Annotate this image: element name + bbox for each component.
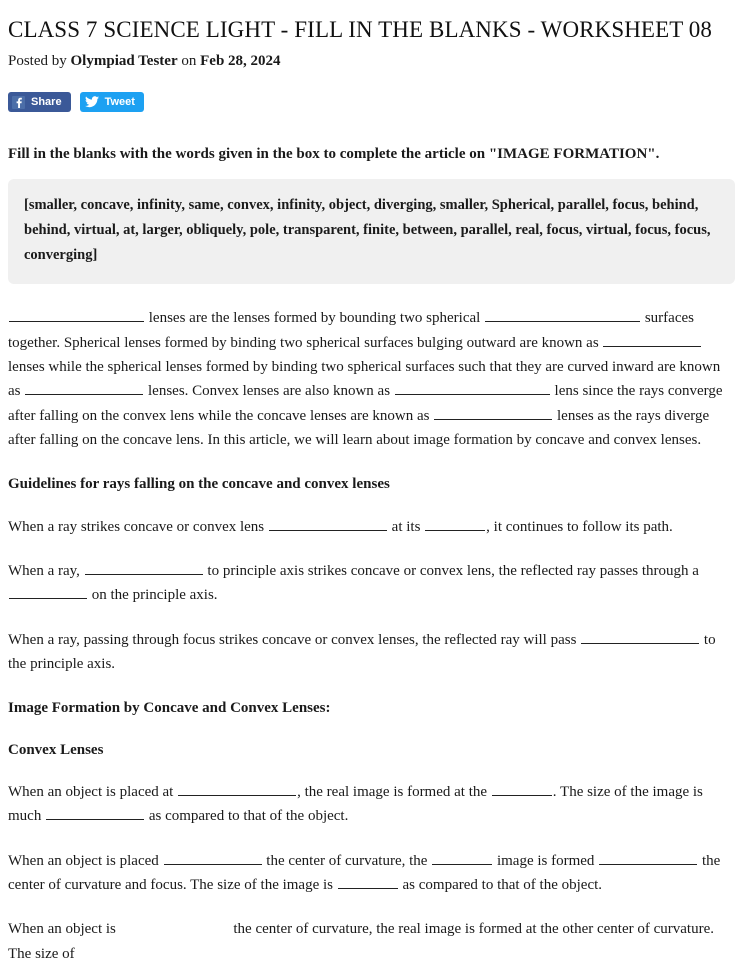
guidelines-heading: Guidelines for rays falling on the concave and convex lenses xyxy=(8,476,390,493)
blank-field[interactable] xyxy=(178,781,296,796)
guideline-rule-3 xyxy=(8,628,733,677)
blank-field[interactable] xyxy=(9,307,144,322)
twitter-bird-icon xyxy=(85,96,99,109)
convex-case-3 xyxy=(8,917,733,966)
intro-text-5: lens since the rays converge after falling on the convex lens while the concave lenses are known as xyxy=(8,383,723,424)
blank-field[interactable] xyxy=(46,805,144,820)
blank-field[interactable] xyxy=(581,628,699,643)
facebook-f-icon xyxy=(12,96,25,109)
twitter-tweet-label: Tweet xyxy=(104,95,135,108)
page-title: CLASS 7 SCIENCE LIGHT - FILL IN THE BLANKS - WORKSHEET 08 xyxy=(8,17,713,42)
instruction-text: Fill in the blanks with the words given in the box to complete the article on "IMAGE FORMATION". xyxy=(8,146,660,163)
intro-text-3: lenses while the spherical lenses formed by binding two spherical surfaces such that they are curved inward are known as xyxy=(8,359,721,400)
convex-case-2 xyxy=(8,849,733,898)
worksheet-page xyxy=(0,17,741,966)
blank-field[interactable] xyxy=(432,850,492,865)
case1-text-1: When an object is placed at xyxy=(8,784,178,801)
case1-text-4: as compared to that of the object. xyxy=(145,808,349,825)
byline-connector: on xyxy=(181,53,197,70)
rule2-text-1: When a ray, xyxy=(8,563,84,579)
case2-text-2: the center of curvature, the xyxy=(262,852,432,869)
intro-text-6: lenses as the rays diverge after falling on the concave lens. In this article, we will learn about image formation by concave and convex lenses. xyxy=(8,407,710,448)
byline-date: Feb 28, 2024 xyxy=(200,53,281,70)
case2-text-1: When an object is placed xyxy=(8,852,163,869)
word-bank-text: [smaller, concave, infinity, same, convex, infinity, object, diverging, smaller, Spherical, parallel, focus, behind, behind, virtual, at, larger, obliquely, pole, transparent, finite, between, parallel, real, focus, virtual, focus, focus, converging] xyxy=(24,197,711,264)
blank-field[interactable] xyxy=(338,874,398,889)
blank-field[interactable] xyxy=(434,404,552,419)
intro-text-1: lenses are the lenses formed by bounding two spherical xyxy=(145,310,485,327)
blank-field[interactable] xyxy=(485,307,640,322)
rule3-text-1: When a ray, passing through focus strikes concave or convex lenses, the reflected ray will pass xyxy=(8,631,581,648)
case1-text-2: , the real image is formed at the xyxy=(297,784,491,801)
case2-text-5: as compared to that of the object. xyxy=(398,877,603,894)
rule2-text-3: on the principle axis. xyxy=(88,587,218,604)
blank-field[interactable] xyxy=(269,515,387,530)
convex-lenses-heading: Convex Lenses xyxy=(8,741,104,758)
guideline-rule-1 xyxy=(8,515,733,539)
twitter-tweet-button[interactable] xyxy=(80,92,144,112)
blank-field[interactable] xyxy=(603,331,701,346)
rule2-text-2: to principle axis strikes concave or convex lens, the reflected ray passes through a xyxy=(203,563,699,579)
case3-text-1: When an object is xyxy=(8,921,120,938)
rule1-text-3: , it continues to follow its path. xyxy=(486,518,673,535)
intro-paragraph xyxy=(8,306,733,452)
word-bank-box xyxy=(8,179,735,284)
blank-field[interactable] xyxy=(425,515,485,530)
byline-prefix: Posted by xyxy=(8,53,67,70)
guideline-rule-2 xyxy=(8,559,733,608)
intro-text-4: lenses. Convex lenses are also known as xyxy=(144,383,394,400)
byline-author[interactable]: Olympiad Tester xyxy=(70,53,178,70)
facebook-share-button[interactable] xyxy=(8,92,71,112)
case1-text-3: . The size of the image is much xyxy=(8,784,703,825)
case2-text-3: image is formed xyxy=(493,852,599,869)
rule1-text-2: at its xyxy=(387,518,425,535)
social-share-row xyxy=(8,92,733,112)
blank-field[interactable] xyxy=(164,850,262,865)
blank-field[interactable] xyxy=(599,850,697,865)
rule1-text-1: When a ray strikes concave or convex lens xyxy=(8,518,268,535)
image-formation-heading: Image Formation by Concave and Convex Lenses: xyxy=(8,700,331,717)
facebook-share-label: Share xyxy=(31,95,62,108)
rule3-text-2: to the principle axis. xyxy=(8,631,716,672)
blank-field[interactable] xyxy=(85,560,203,575)
blank-field[interactable] xyxy=(25,380,143,395)
case2-text-4: the center of curvature and focus. The size of the image is xyxy=(8,852,721,894)
intro-text-2: surfaces together. Spherical lenses formed by binding two spherical surfaces bulging outward are known as xyxy=(8,310,694,351)
blank-field[interactable] xyxy=(492,781,552,796)
blank-field[interactable] xyxy=(395,380,550,395)
blank-field[interactable] xyxy=(9,584,87,599)
byline xyxy=(8,52,733,70)
case3-text-2: the center of curvature, the real image is formed at the other center of curvature. The size of xyxy=(8,921,714,962)
convex-case-1 xyxy=(8,780,733,829)
